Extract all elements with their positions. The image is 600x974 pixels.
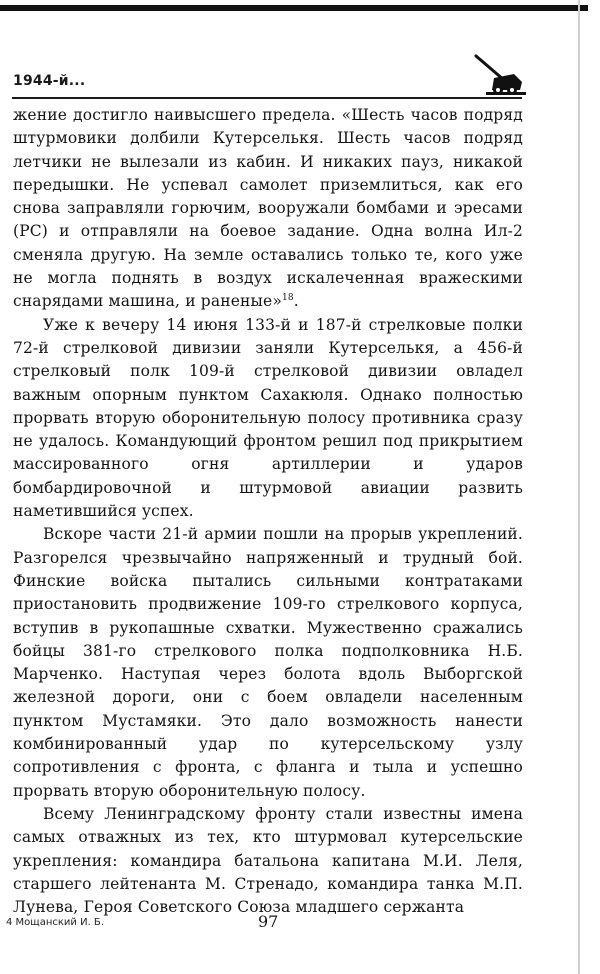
footnote-reference: 18: [281, 293, 294, 304]
paragraph-2: Уже к вечеру 14 июня 133-й и 187-й стрелковые полки 72-й стрелковой дивизии заняли Кутерселькя, а 456-й стрелковый полк 109-й стрелковой дивизии овладел важным опорным пунктом Сахакюля. Однако полностью прорвать вторую оборонительную полосу противника сразу не удалось. Командующий фронтом решил под прикрытием массированного огня артиллерии и ударов бомбардировочной и штурмовой авиации развить наметившийся успех.: [13, 315, 523, 521]
footer-signature: 4 Мощанский И. Б.: [6, 917, 104, 928]
paragraph-1-text: жение достигло наивысшего предела. «Шесть часов подряд штурмовики долбили Кутерселькя. Шесть часов подряд летчики не вылезали из кабин. И никаких пауз, никакой передышки. Не успевал самолет приземлиться, как его снова заправляли горючим, вооружали бомбами и эресами (РС) и отправляли на боевое задание. Одна волна Ил-2 сменяла другую. На земле оставались только те, кого уже не могла поднять в воздух искалеченная вражескими снарядами машина, и раненые»: [13, 106, 523, 311]
paragraph-1-end: .: [293, 292, 299, 311]
paragraph-3: Вскоре части 21-й армии пошли на прорыв укреплений. Разгорелся чрезвычайно напряженный и трудный бой. Финские войска пытались сильными контратаками приостановить продвижение 109-го стрелкового корпуса, вступив в рукопашные схватки. Мужественно сражались бойцы 381-го стрелкового полка подполковника Н.Б. Марченко. Наступая через болота вдоль Выборгской железной дороги, они с боем овладели населенным пунктом Мустамяки. Это дало возможность нанести комбинированный удар по кутерсельскому узлу сопротивления с фронта, с фланга и тыла и успешно прорвать вторую оборонительную полосу.: [13, 525, 523, 800]
paragraph-1: [13, 104, 523, 314]
page-edge-line: [578, 0, 580, 974]
top-border-rule: [0, 5, 588, 11]
paragraph-4: Всему Ленинградскому фронту стали известны имена самых отважных из тех, кто штурмовал кутерсельские укрепления: командира батальона капитана М.И. Леля, старшего лейтенанта М. Стренадо, командира танка М.П. Лунева, Героя Советского Союза младшего сержанта: [13, 804, 523, 917]
artillery-gun-icon: [474, 52, 526, 96]
page-number: 97: [258, 912, 279, 931]
header-divider: [12, 97, 522, 99]
body-text: [13, 104, 523, 919]
running-title: 1944-й...: [13, 73, 86, 89]
